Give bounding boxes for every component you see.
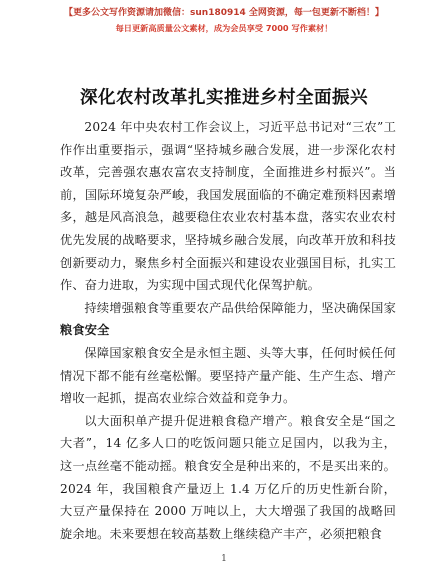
paragraph-yield: 以大面积单产提升促进粮食稳产增产。粮食安全是“国之大者”，14 亿多人口的吃饭问题只能立足国内，以我为主，这一点丝毫不能动摇。粮食安全是种出来的，不是买出来的。2024 年，我国粮食产量迈上 1.4 万亿斤的历史性新台阶，大豆产量保持在 2000 万吨以上，大大增强了我国的战略回旋余地。未来要想在较高基数上继续稳产丰产，必须把粮食 xyxy=(60,413,396,541)
paragraph-food-security: 保障国家粮食安全是永恒主题、头等大事，任何时候任何情况下都不能有丝毫松懈。要坚持产量产能、生产生态、增产增收一起抓，提高农业综合效益和竞争力。 xyxy=(60,345,396,406)
paragraph-intro: 2024 年中央农村工作会议上，习近平总书记对“三农”工作作出重要指示，强调“坚持城乡融合发展，进一步深化农村改革，完善强农惠农富农支持制度，全面推进乡村振兴”。当前，国际环境复杂严峻，我国发展面临的不确定难预料因素增多，越是风高浪急，越要稳住农业农村基本盘，落实农业农村优先发展的战略要求，坚持城乡融合发展，向改革开放和科技创新要动力，聚焦乡村全面振兴和建设农业强国目标，扎实工作、奋力进取，为实现中国式现代化保驾护航。 xyxy=(60,120,396,293)
section-heading xyxy=(60,297,396,342)
promo-line-1: 【更多公文写作资源请加微信：sun180914 全网资源，每一包更新不断档！】 xyxy=(64,8,384,18)
document-title: 深化农村改革扎实推进乡村全面振兴 xyxy=(80,88,368,108)
promo-line-2: 每日更新高质量公文素材，成为会员享受 7000 写作素材！ xyxy=(115,23,333,33)
section-heading-bold: 粮食安全 xyxy=(60,323,110,338)
document-body xyxy=(60,116,396,545)
promo-banner xyxy=(0,6,448,36)
section-heading-text: 持续增强粮食等重要农产品供给保障能力，坚决确保国家 xyxy=(84,300,396,315)
page-number: 1 xyxy=(221,554,227,564)
